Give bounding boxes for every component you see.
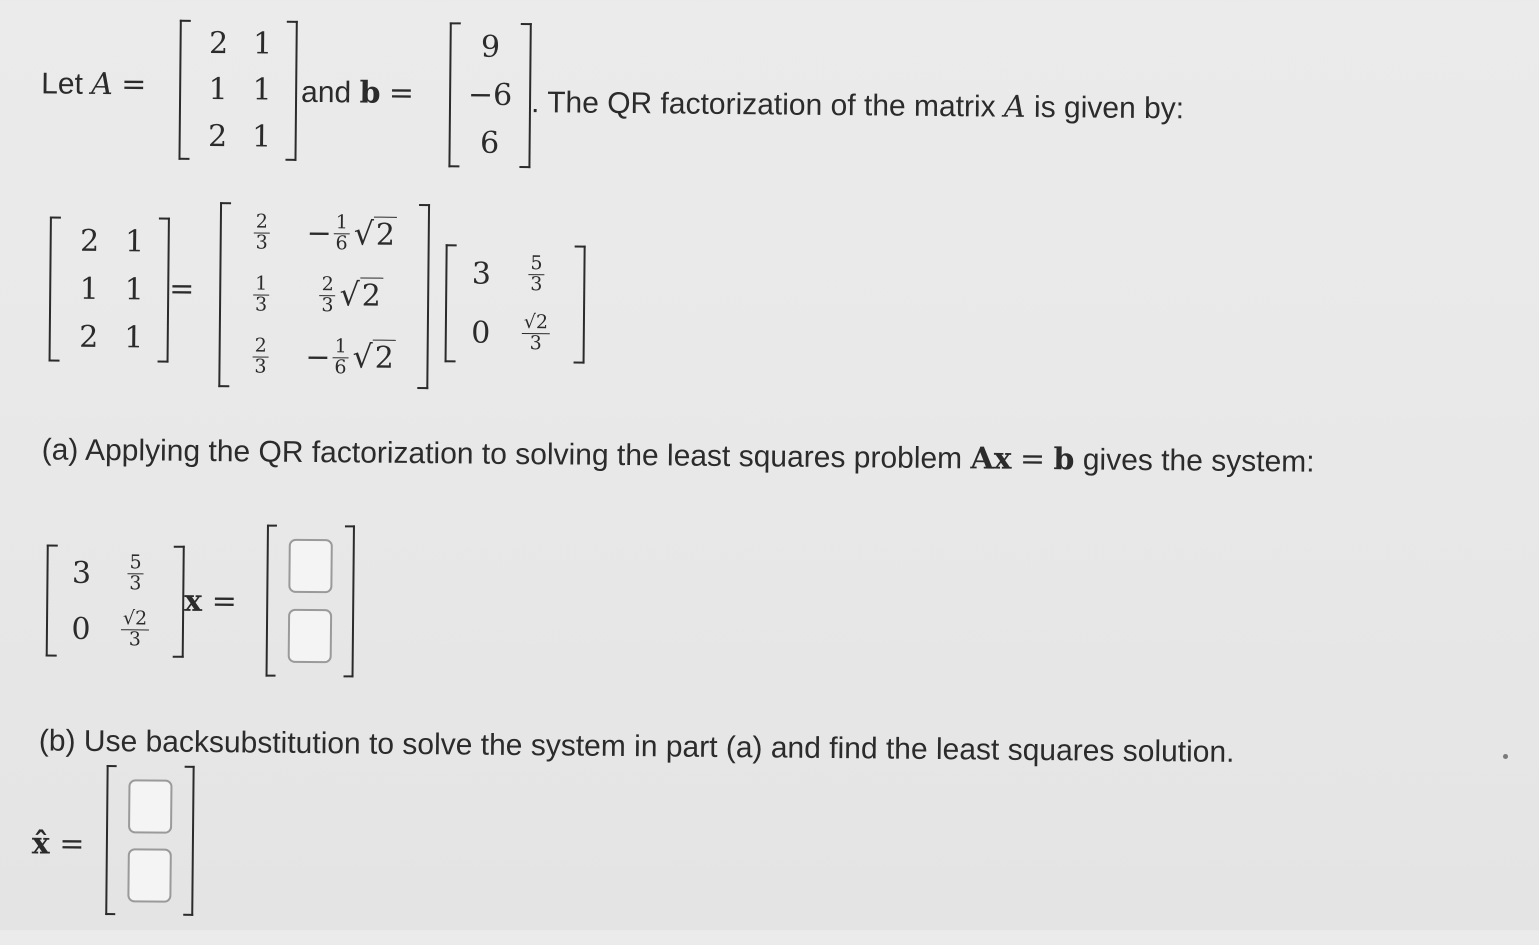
denominator: 3 [254,355,267,378]
denominator: 3 [128,627,142,650]
vector-b-entry-1-1: 9 [480,29,501,65]
denominator: 6 [334,355,347,378]
matrix-R [445,244,586,363]
right-bracket [574,246,586,364]
square-root [339,278,383,314]
matrix-R-entry-2-1: 0 [71,611,91,647]
system-x-equals [184,584,237,620]
matrix-R-entry-1-2 [528,254,544,295]
matrix-Q-entry-1-2 [306,213,397,255]
vector-b [448,22,531,168]
matrix-A-entry-3-1: 2 [79,320,99,356]
matrix-A-entry-1-2: 1 [252,26,273,62]
part-b-prompt [39,724,1235,769]
part-a-prompt [42,432,1315,479]
matrix-A-entry-3-1: 2 [207,119,228,155]
numerator: 5 [528,254,544,275]
matrix-A-entry-1-1: 2 [208,25,229,62]
symbol-xhat: x̂ [31,826,50,862]
matrix-Q-entry-2-1 [253,274,269,315]
denominator: 3 [530,273,543,296]
matrix-A-entry-2-1: 1 [208,72,228,108]
vector-b-entry-3-1: 6 [479,125,500,162]
matrix-A-entry-2-1: 1 [79,271,99,307]
denominator: 6 [335,232,348,255]
radicand: 2 [374,216,397,252]
right-bracket [183,766,194,916]
right-bracket [519,23,531,168]
xhat-equals [32,826,85,862]
fraction [252,336,268,377]
square-root [354,216,398,252]
matrix-A-entry-2-2: 1 [252,72,272,109]
right-bracket [344,525,355,677]
matrix-R-entry-1-1: 3 [71,555,92,591]
fraction [332,334,348,378]
numerator: 2 [320,275,336,296]
matrix-Q-entry-3-1 [252,336,268,377]
denominator: 3 [321,294,334,317]
matrix-Q-entry-2-2 [319,275,383,316]
fraction [253,274,269,315]
matrix-A-entry-3-2: 1 [124,320,144,356]
numerator: 1 [334,214,350,235]
matrix-Q-entry-3-2 [305,334,396,379]
matrix-A [178,20,297,161]
intro-let [41,66,147,102]
radical-sign: √ [352,339,373,376]
radical-sign: √ [339,277,360,314]
numerator: 1 [333,337,349,358]
matrix-Q-entries [229,202,419,389]
matrix-R-entry-1-1: 3 [471,256,492,292]
radical-sign: √ [353,216,375,253]
numerator: 1 [253,274,269,295]
equals-sign: = [59,826,85,862]
and-b-text [301,75,414,111]
matrix-A-entry-1-2: 1 [124,223,145,260]
right-bracket [285,21,297,161]
and-word: and [300,75,352,110]
matrix-A-entries [189,20,286,161]
minus-sign: − [305,339,331,375]
matrix-R-entry-2-2 [121,606,150,650]
answer-vector-a [266,525,355,678]
equals-sign: = [169,271,195,307]
answer-vector-b [105,765,194,916]
fraction [334,211,350,255]
numerator: √2 [522,313,550,334]
radicand: 2 [360,278,383,314]
answer-boxes-a [276,525,345,678]
matrix-Q [218,202,430,389]
denominator: 3 [129,571,142,594]
equals-sign: = [211,584,237,620]
answer-boxes-b [115,765,184,916]
factorization-matrix-A [49,216,170,362]
symbol-b: b [359,75,381,111]
matrix-R-entry-2-2 [522,313,551,354]
part-b-text: Use backsubstitution to solve the system in part (a) and find the least squares solution. [83,724,1235,769]
intro-rest-before: . The QR factorization of the matrix [530,86,996,124]
denominator: 3 [529,332,542,355]
matrix-A-entry-1-1: 2 [79,223,100,259]
vector-b-entry-2-1: −6 [467,77,513,113]
numerator: √2 [121,609,149,630]
radicand: 2 [373,340,396,376]
matrix-R-entry-2-1: 0 [471,315,491,351]
denominator: 3 [254,293,268,316]
system-matrix-R [46,544,185,657]
matrix-Q-entry-1-1 [254,210,270,254]
intro-rest-after: is given by: [1033,90,1185,126]
equals-sign: = [121,67,147,103]
symbol-A: A [1003,89,1026,125]
numerator: 2 [254,213,270,234]
let-word: Let [41,67,84,101]
numerator: 2 [253,336,269,357]
part-a-text: Applying the QR factorization to solving the least squares problem [84,433,963,476]
right-bracket [173,546,185,658]
matrix-A-entries [60,217,159,363]
symbol-x: x [184,583,203,619]
symbol-Ax: Ax [970,441,1012,477]
dust-speck [1503,754,1508,759]
right-bracket [158,218,170,363]
part-a-label: (a) [41,433,79,467]
fraction [254,210,270,254]
numerator: 5 [127,553,143,574]
answer-box-a2[interactable] [288,609,333,663]
symbol-A: A [91,66,114,103]
vector-b-entries [459,22,520,168]
answer-box-b1[interactable] [128,779,173,833]
square-root [352,340,396,376]
minus-sign: − [306,216,332,252]
intro-rest [531,85,1184,126]
part-a-text-after: gives the system: [1082,443,1315,479]
right-bracket [417,204,430,389]
symbol-b: b [1053,442,1075,478]
equals-sign: = [1019,441,1046,478]
matrix-R-entries [57,545,174,658]
equals-sign: = [388,75,415,111]
fraction [319,275,335,316]
answer-box-a1[interactable] [288,539,333,593]
matrix-A-entry-3-2: 1 [251,119,272,155]
matrix-A-entry-2-2: 1 [124,272,144,308]
matrix-R-entries [456,244,575,363]
denominator: 3 [255,231,268,254]
matrix-R-entry-1-2 [127,550,143,594]
answer-box-b2[interactable] [127,848,172,902]
part-b-label: (b) [38,724,76,758]
